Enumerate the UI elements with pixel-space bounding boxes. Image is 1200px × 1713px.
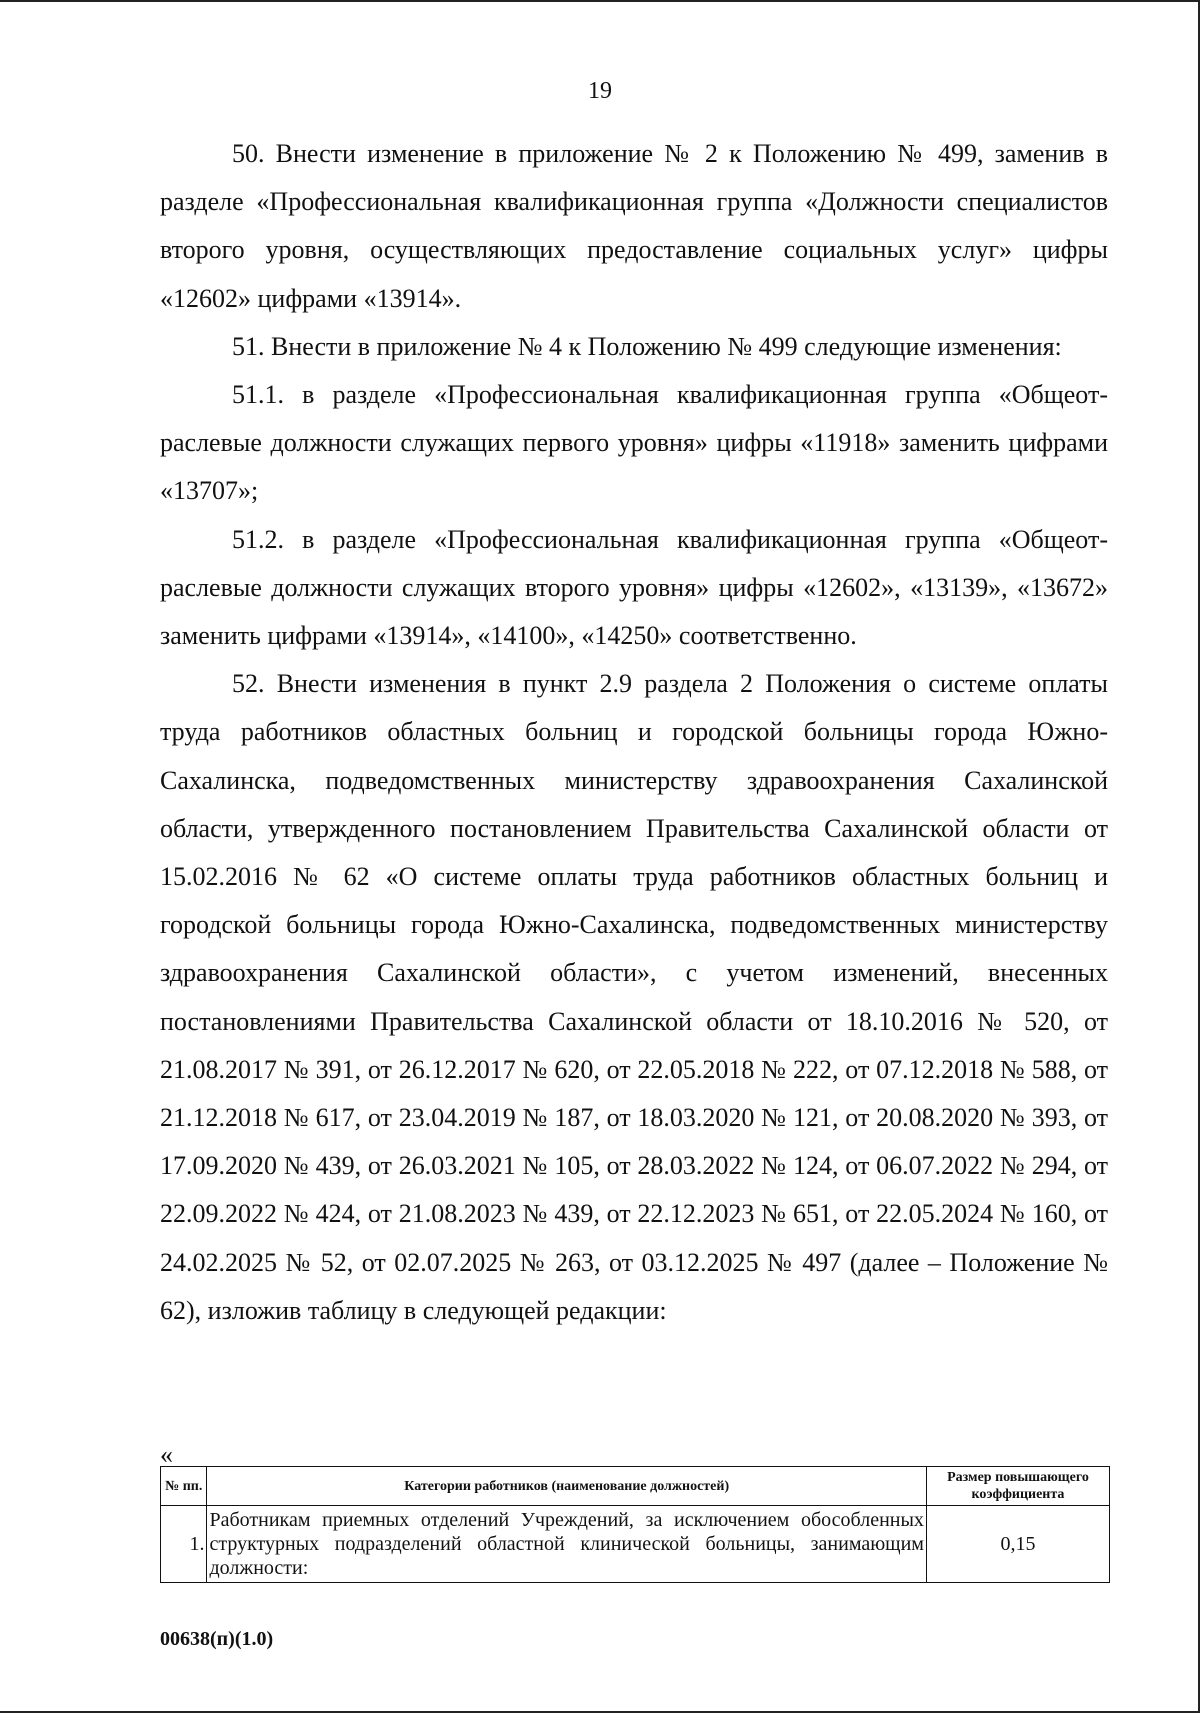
header-coefficient: Размер повышающего коэффициента <box>926 1467 1109 1506</box>
header-number: № пп. <box>161 1467 207 1506</box>
table-opening-quote: « <box>160 1440 173 1469</box>
table-header-row <box>161 1467 1110 1506</box>
header-category: Категории работников (наименование должностей) <box>207 1467 926 1506</box>
table-row <box>161 1506 1110 1583</box>
page-number: 19 <box>588 78 612 104</box>
paragraph-52: 52. Внести изменения в пункт 2.9 раздела 2 Положения о системе оплаты труда работников областных больниц и городской больницы города Южно-Сахалинска, подведомственных министерству здравоохранения Сахалинской области, утвержденного постановлением Правительства Сахалинской области от 15.02.2016 № 62 «О системе оплаты труда работников областных больниц и городской больницы города Южно-Сахалинска, подведомственных министерству здравоохранения Сахалинской области», с учетом изменений, внесенных постановлениями Правительства Сахалинской области от 18.10.2016 № 520, от 21.08.2017 № 391, от 26.12.2017 № 620, от 22.05.2018 № 222, от 07.12.2018 № 588, от 21.12.2018 № 617, от 23.04.2019 № 187, от 18.03.2020 № 121, от 20.08.2020 № 393, от 17.09.2020 № 439, от 26.03.2021 № 105, от 28.03.2022 № 124, от 06.07.2022 № 294, от 22.09.2022 № 424, от 21.08.2023 № 439, от 22.12.2023 № 651, от 22.05.2024 № 160, от 24.02.2025 № 52, от 02.07.2025 № 263, от 03.12.2025 № 497 (далее – Положение № 62), изложив таблицу в следующей редакции: <box>160 669 1108 1325</box>
row-category: Работникам приемных отделений Учреждений, за исключением обособленных структурных подразделений областной клинической больницы, занимающим должности: <box>207 1506 926 1583</box>
paragraph-51: 51. Внести в приложение № 4 к Положению № 499 следующие изменения: <box>232 331 1062 361</box>
document-body <box>160 130 1108 1335</box>
row-coefficient: 0,15 <box>926 1506 1109 1583</box>
paragraph-51-2: 51.2. в разделе «Профессиональная квалификационная группа «Общеотраслевые должности служащих второго уровня» цифры «12602», «13139», «13672» заменить цифрами «13914», «14100», «14250» соответственно. <box>160 524 1108 651</box>
coefficient-table <box>160 1466 1110 1583</box>
row-number: 1. <box>161 1506 207 1583</box>
document-code: 00638(п)(1.0) <box>160 1628 274 1650</box>
page-border-top <box>0 0 1200 2</box>
paragraph-51-1: 51.1. в разделе «Профессиональная квалификационная группа «Общеотраслевые должности служащих первого уровня» цифры «11918» заменить цифрами «13707»; <box>160 380 1108 506</box>
paragraph-50: 50. Внести изменение в приложение № 2 к Положению № 499, заменив в разделе «Профессиональная квалификационная группа «Должности специалистов второго уровня, осуществляющих предоставление социальных услуг» цифры «12602» цифрами «13914». <box>160 139 1108 313</box>
